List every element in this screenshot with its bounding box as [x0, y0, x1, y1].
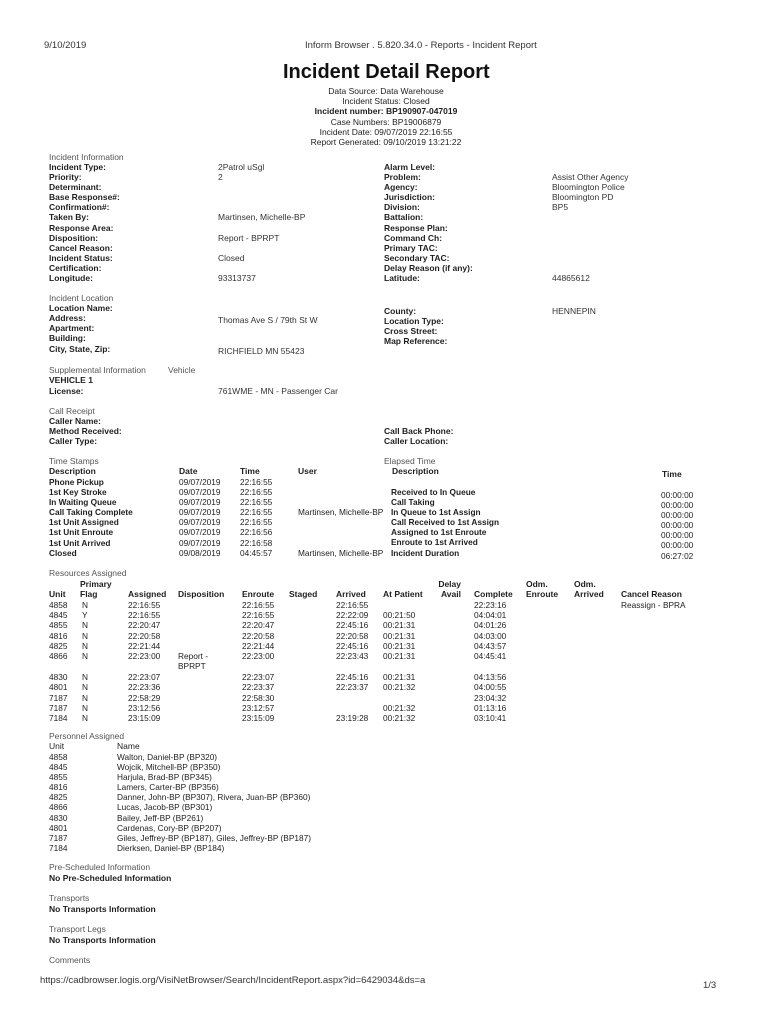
res-header-primary-flag: Primary Flag: [80, 579, 112, 599]
resource-cell-enroute: 23:12:57: [242, 703, 275, 713]
section-personnel: Personnel Assigned: [49, 731, 125, 741]
resource-cell-assigned: 22:23:36: [128, 682, 161, 692]
ts-header-date: Date: [179, 466, 198, 476]
resource-cell-enroute: 22:16:55: [242, 610, 275, 620]
page-number: 1/3: [703, 980, 717, 991]
report-generated: Report Generated: 09/10/2019 13:21:22: [310, 137, 462, 148]
section-elapsed-time: Elapsed Time: [384, 456, 436, 466]
resource-cell-unit: 4830: [49, 672, 68, 682]
resource-cell-arrived: 22:22:09: [336, 610, 369, 620]
resource-cell-primary-flag: N: [82, 693, 88, 703]
resource-cell-complete: 04:04:01: [474, 610, 507, 620]
resource-cell-complete: 22:23:16: [474, 600, 507, 610]
personnel-header-unit: Unit: [49, 741, 65, 751]
resource-cell-complete: 04:01:26: [474, 620, 507, 630]
resource-cell-complete: 04:00:55: [474, 682, 507, 692]
resource-cell-at-patient: 00:21:31: [383, 641, 416, 651]
resource-cell-complete: 04:43:57: [474, 641, 507, 651]
resource-cell-assigned: 22:23:07: [128, 672, 161, 682]
resource-cell-arrived: 22:45:16: [336, 620, 369, 630]
resource-cell-unit: 4858: [49, 600, 68, 610]
resource-cell-primary-flag: N: [82, 703, 88, 713]
resource-cell-at-patient: 00:21:32: [383, 682, 416, 692]
incident-date: Incident Date: 09/07/2019 22:16:55: [319, 126, 453, 137]
resource-cell-primary-flag: N: [82, 651, 88, 661]
incident-status: Incident Status: Closed: [342, 96, 430, 107]
section-pre-scheduled: Pre-Scheduled Information: [49, 862, 151, 872]
et-header-description: Description: [392, 466, 439, 476]
resource-cell-unit: 4816: [49, 631, 68, 641]
resource-cell-at-patient: 00:21:31: [383, 672, 416, 682]
resource-cell-arrived: 22:45:16: [336, 641, 369, 651]
incident-number: Incident number: BP190907-047019: [314, 106, 458, 117]
resource-cell-assigned: 22:23:00: [128, 651, 161, 661]
section-transport-legs: Transport Legs: [49, 924, 106, 934]
resource-cell-unit: 7187: [49, 693, 68, 703]
resource-cell-at-patient: 00:21:32: [383, 713, 416, 723]
data-source: Data Source: Data Warehouse: [328, 86, 444, 96]
license-value: 761WME - MN - Passenger Car: [218, 386, 338, 396]
res-header-complete: Complete: [474, 589, 513, 599]
resource-cell-at-patient: 00:21:50: [383, 610, 416, 620]
resource-cell-enroute: 22:20:47: [242, 620, 275, 630]
report-meta: [236, 86, 536, 147]
resource-cell-complete: 01:13:16: [474, 703, 507, 713]
call-receipt-right-labels: Call Back Phone: Caller Location:: [384, 426, 454, 447]
res-header-cancel-reason: Cancel Reason: [621, 589, 682, 599]
resource-cell-at-patient: 00:21:31: [383, 631, 416, 641]
resource-cell-unit: 4866: [49, 651, 68, 661]
res-header-arrived: Arrived: [336, 589, 366, 599]
resource-cell-arrived: 22:16:55: [336, 600, 369, 610]
location-left-values: Thomas Ave S / 79th St W RICHFIELD MN 55423: [218, 315, 318, 357]
ts-descriptions: Phone Pickup 1st Key Stroke In Waiting Queue Call Taking Complete 1st Unit Assigned 1st Unit Enroute 1st Unit Arrived Closed: [49, 477, 133, 558]
resource-cell-assigned: 22:20:58: [128, 631, 161, 641]
resource-cell-unit: 7184: [49, 713, 68, 723]
resource-cell-primary-flag: N: [82, 672, 88, 682]
et-times: 00:00:00 00:00:00 00:00:00 00:00:00 00:00:00 00:00:00 06:27:02: [661, 490, 694, 561]
vehicle-label: VEHICLE 1: [49, 375, 93, 385]
resource-cell-primary-flag: N: [82, 682, 88, 692]
resource-cell-complete: 23:04:32: [474, 693, 507, 703]
res-header-at-patient: At Patient: [383, 589, 423, 599]
resource-cell-at-patient: 00:21:31: [383, 651, 416, 661]
resource-cell-arrived: 22:23:37: [336, 682, 369, 692]
report-title: Incident Detail Report: [283, 61, 490, 83]
resource-cell-enroute: 22:58:30: [242, 693, 275, 703]
resource-cell-enroute: 23:15:09: [242, 713, 275, 723]
res-header-disposition: Disposition: [178, 589, 225, 599]
resource-cell-enroute: 22:21:44: [242, 641, 275, 651]
resource-cell-complete: 03:10:41: [474, 713, 507, 723]
resource-cell-complete: 04:45:41: [474, 651, 507, 661]
license-label: License:: [49, 386, 84, 396]
resource-cell-at-patient: 00:21:32: [383, 703, 416, 713]
personnel-units: 4858 4845 4855 4816 4825 4866 4830 4801 7187 7184: [49, 752, 68, 853]
resource-cell-enroute: 22:23:37: [242, 682, 275, 692]
ts-users: Martinsen, Michelle-BP Martinsen, Michelle-BP: [298, 507, 384, 558]
transports-value: No Transports Information: [49, 904, 156, 914]
location-county: HENNEPIN: [552, 306, 596, 316]
section-incident-information: Incident Information: [49, 152, 124, 162]
resource-cell-unit: 4825: [49, 641, 68, 651]
ts-header-description: Description: [49, 466, 96, 476]
personnel-names: Walton, Daniel-BP (BP320) Wojcik, Mitchell-BP (BP350) Harjula, Brad-BP (BP345) Lamers, Carter-BP (BP356) Danner, John-BP (BP307), Rivera, Juan-BP (BP360) Lucas, Jacob-BP (BP301) Bailey, Jeff-BP (BP261) Cardenas, Cory-BP (BP207) Giles, Jeffrey-BP (BP187), Giles, Jeffrey-BP (BP187) Dierksen, Daniel-BP (BP184): [117, 752, 311, 853]
resource-cell-complete: 04:03:00: [474, 631, 507, 641]
res-header-unit: Unit: [49, 589, 66, 599]
res-header-delay-avail: Delay Avail: [438, 579, 461, 599]
resource-cell-primary-flag: N: [82, 713, 88, 723]
resource-cell-disposition: Report - BPRPT: [178, 651, 208, 671]
case-numbers: Case Numbers: BP19006879: [330, 116, 442, 127]
resource-cell-primary-flag: N: [82, 641, 88, 651]
footer-url[interactable]: https://cadbrowser.logis.org/VisiNetBrowser/Search/IncidentReport.aspx?id=6429034&ds=a: [40, 975, 426, 986]
ts-times: 22:16:55 22:16:55 22:16:55 22:16:55 22:16:55 22:16:56 22:16:58 04:45:57: [240, 477, 273, 558]
incident-info-right-labels: Alarm Level: Problem: Agency: Jurisdiction: Division: Battalion: Response Plan: Command Ch: Primary TAC: Secondary TAC: Delay Reason (if any): Latitude:: [384, 162, 473, 284]
call-receipt-left-labels: Caller Name: Method Received: Caller Type:: [49, 416, 122, 447]
resource-cell-enroute: 22:16:55: [242, 600, 275, 610]
resource-cell-assigned: 22:20:47: [128, 620, 161, 630]
resource-cell-enroute: 22:23:00: [242, 651, 275, 661]
print-date: 9/10/2019: [44, 40, 87, 51]
personnel-header-name: Name: [117, 741, 140, 751]
section-resources: Resources Assigned: [49, 568, 127, 578]
res-header-assigned: Assigned: [128, 589, 167, 599]
transport-legs-value: No Transports Information: [49, 935, 156, 945]
resource-cell-assigned: 22:16:55: [128, 600, 161, 610]
resource-cell-at-patient: 00:21:31: [383, 620, 416, 630]
resource-cell-arrived: 23:19:28: [336, 713, 369, 723]
section-time-stamps: Time Stamps: [49, 456, 99, 466]
section-call-receipt: Call Receipt: [49, 406, 95, 416]
res-header-odm-enroute: Odm. Enroute: [526, 579, 559, 599]
ts-dates: 09/07/2019 09/07/2019 09/07/2019 09/07/2019 09/07/2019 09/07/2019 09/07/2019 09/08/2019: [179, 477, 221, 558]
section-transports: Transports: [49, 893, 90, 903]
res-header-enroute: Enroute: [242, 589, 275, 599]
resource-cell-enroute: 22:23:07: [242, 672, 275, 682]
resource-cell-assigned: 23:12:56: [128, 703, 161, 713]
resource-cell-assigned: 23:15:09: [128, 713, 161, 723]
res-header-odm-arrived: Odm. Arrived: [574, 579, 604, 599]
resource-cell-complete: 04:13:56: [474, 672, 507, 682]
res-header-staged: Staged: [289, 589, 318, 599]
supplemental-sub: Vehicle: [168, 365, 196, 375]
section-comments: Comments: [49, 955, 91, 965]
resource-cell-primary-flag: N: [82, 620, 88, 630]
resource-cell-primary-flag: N: [82, 631, 88, 641]
resource-cell-primary-flag: Y: [82, 610, 88, 620]
incident-info-right-values: Assist Other Agency Bloomington Police Bloomington PD BP5 44865612: [552, 172, 629, 284]
app-title: Inform Browser . 5.820.34.0 - Reports - Incident Report: [305, 40, 537, 51]
resource-cell-unit: 4801: [49, 682, 68, 692]
et-header-time: Time: [662, 469, 682, 479]
resource-cell-assigned: 22:21:44: [128, 641, 161, 651]
location-left-labels: Location Name: Address: Apartment: Building: City, State, Zip:: [49, 303, 113, 355]
resource-cell-arrived: 22:23:43: [336, 651, 369, 661]
resource-cell-assigned: 22:16:55: [128, 610, 161, 620]
incident-info-left-values: 2Patrol uSgl 2 Martinsen, Michelle-BP Report - BPRPT Closed 93313737: [218, 162, 306, 284]
ts-header-user: User: [298, 466, 317, 476]
resource-cell-enroute: 22:20:58: [242, 631, 275, 641]
et-descriptions: Received to In Queue Call Taking In Queue to 1st Assign Call Received to 1st Assign Assigned to 1st Enroute Enroute to 1st Arrived Incident Duration: [391, 487, 500, 558]
resource-cell-assigned: 22:58:29: [128, 693, 161, 703]
section-supplemental: Supplemental Information: [49, 365, 146, 375]
location-right-labels: County: Location Type: Cross Street: Map Reference:: [384, 306, 448, 347]
resource-cell-arrived: 22:45:16: [336, 672, 369, 682]
resource-cell-arrived: 22:20:58: [336, 631, 369, 641]
ts-header-time: Time: [240, 466, 260, 476]
pre-scheduled-value: No Pre-Scheduled Information: [49, 873, 172, 883]
resource-cell-unit: 7187: [49, 703, 68, 713]
section-incident-location: Incident Location: [49, 293, 114, 303]
resource-cell-cancel-reason: Reassign - BPRA: [621, 600, 686, 610]
incident-info-left-labels: Incident Type: Priority: Determinant: Base Response#: Confirmation#: Taken By: Response Area: Disposition: Cancel Reason: Incident Status: Certification: Longitude:: [49, 162, 120, 284]
resource-cell-primary-flag: N: [82, 600, 88, 610]
resource-cell-unit: 4845: [49, 610, 68, 620]
resource-cell-unit: 4855: [49, 620, 68, 630]
